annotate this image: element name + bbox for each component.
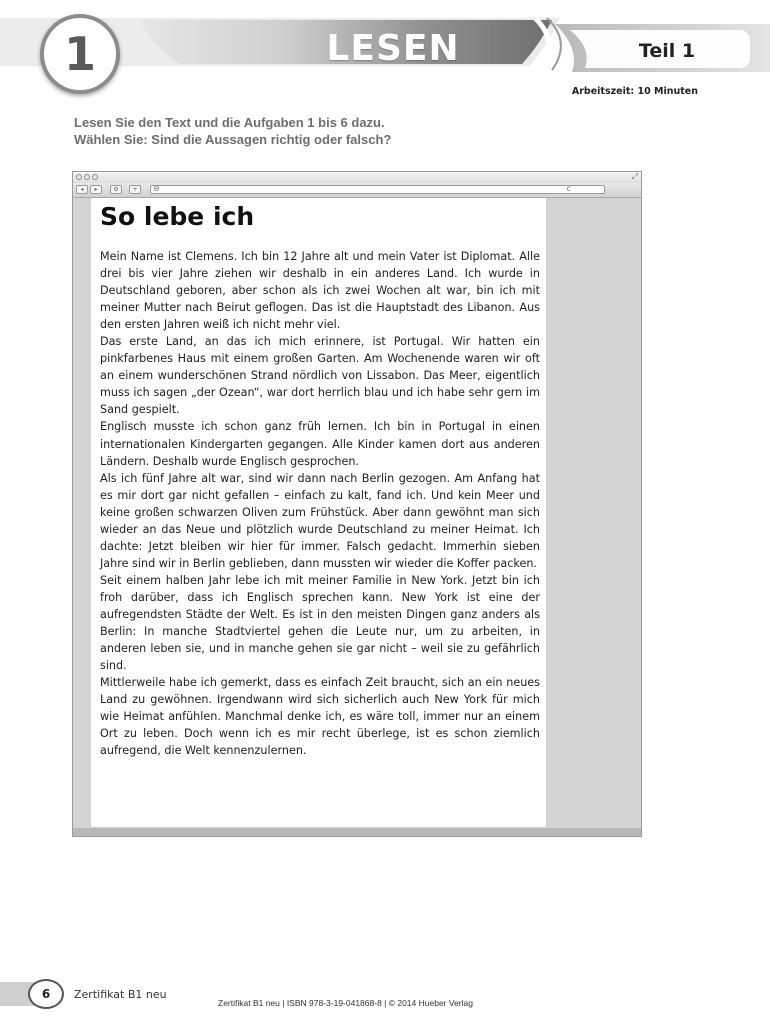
part-label: Teil 1 <box>638 40 696 62</box>
address-bar[interactable] <box>150 185 605 194</box>
article-paragraph: Mein Name ist Clemens. Ich bin 12 Jahre alt und mein Vater ist Diplomat. Alle drei bis vier Jahre ziehen wir deshalb in ein anderes Land. Ich wurde in Deutschland geboren, aber schon als ich zwei Wochen alt war, bin ich mit meiner Mutter nach Beirut geflogen. Das ist die Hauptstadt des Libanon. Aus den ersten Jahren weiß ich nicht mehr viel. <box>100 250 540 332</box>
minimize-window-icon[interactable] <box>84 174 90 180</box>
browser-status-strip <box>73 828 641 836</box>
article-paragraph: Als ich fünf Jahre alt war, sind wir dann nach Berlin gezogen. Am Anfang hat es mir dort gar nicht gefallen – einfach zu kalt, fand ich. Und kein Meer und keine großen schwarzen Oliven zum Frühstück. Aber dann gewöhnt man sich wieder an das Neue und plötzlich wurde Deutschland zu meiner Heimat. Ich dachte: Jetzt bleiben wir hier für immer. Falsch gedacht. Immerhin sieben Jahre sind wir in Berlin geblieben, dann mussten wir wieder die Koffer packen. <box>100 471 540 570</box>
web-page-content <box>91 198 546 827</box>
add-tab-button[interactable]: + <box>129 185 141 194</box>
back-button[interactable]: ◂ <box>76 185 88 194</box>
settings-icon[interactable]: ⚙ <box>110 185 122 194</box>
book-title: Zertifikat B1 neu <box>74 988 167 1001</box>
task-instructions <box>74 114 634 148</box>
section-title: LESEN <box>326 28 460 69</box>
browser-window <box>72 171 642 837</box>
article-paragraph: Seit einem halben Jahr lebe ich mit meiner Familie in New York. Jetzt bin ich froh darüber, dass ich Englisch sprechen kann. New York ist eine der aufregendsten Städte der Welt. Es ist in den meisten Dingen ganz anders als Berlin: In manche Stadtviertel gehen die Leute nur, um zu arbeiten, in anderen leben sie, und in manche gehen sie gar nicht – weil sie zu gefährlich sind. <box>100 573 540 673</box>
globe-icon: ⊖ <box>153 184 160 193</box>
page-header <box>0 0 770 80</box>
time-label: Arbeitszeit: 10 Minuten <box>571 86 698 97</box>
fullscreen-icon[interactable]: ⤢ <box>631 172 638 181</box>
instruction-line-2: Wählen Sie: Sind die Aussagen richtig oder falsch? <box>74 132 392 147</box>
close-window-icon[interactable] <box>76 174 82 180</box>
section-number: 1 <box>63 27 96 81</box>
page-number: 6 <box>28 979 64 1009</box>
article-body <box>100 248 540 759</box>
article-title: So lebe ich <box>100 202 255 231</box>
browser-toolbar <box>73 183 641 198</box>
reload-icon[interactable]: c <box>566 184 571 193</box>
forward-button[interactable]: ▸ <box>90 185 102 194</box>
article-paragraph: Das erste Land, an das ich mich erinnere, ist Portugal. Wir hatten ein pinkfarbenes Haus mit einem großen Garten. Am Wochenende waren wir oft an einem wunderschönen Strand nördlich von Lissabon. Das Meer, eigentlich muss ich sagen „der Ozean“, war dort herrlich blau und ich habe sehr gern im Sand gespielt. <box>100 335 540 417</box>
instruction-line-1: Lesen Sie den Text und die Aufgaben 1 bis 6 dazu. <box>74 115 385 130</box>
article-paragraph: Mittlerweile habe ich gemerkt, dass es einfach Zeit braucht, sich an ein neues Land zu gewöhnen. Irgendwann wird sich sicherlich auch New York für mich wie Heimat anfühlen. Manchmal denke ich, es wäre toll, immer nur an einem Ort zu leben. Doch wenn ich es mir recht überlege, ist es schon ziemlich aufregend, die Welt kennenzulernen. <box>100 676 540 758</box>
section-number-badge <box>40 14 120 94</box>
imprint-line: Zertifikat B1 neu | ISBN 978-3-19-041868-8 | © 2014 Hueber Verlag <box>218 998 473 1008</box>
zoom-window-icon[interactable] <box>92 174 98 180</box>
article-paragraph: Englisch musste ich schon ganz früh lernen. Ich bin in Portugal in einen internationalen Kindergarten gegangen. Alle Kinder kamen dort aus anderen Ländern. Deshalb wurde Englisch gesprochen. <box>100 420 540 468</box>
